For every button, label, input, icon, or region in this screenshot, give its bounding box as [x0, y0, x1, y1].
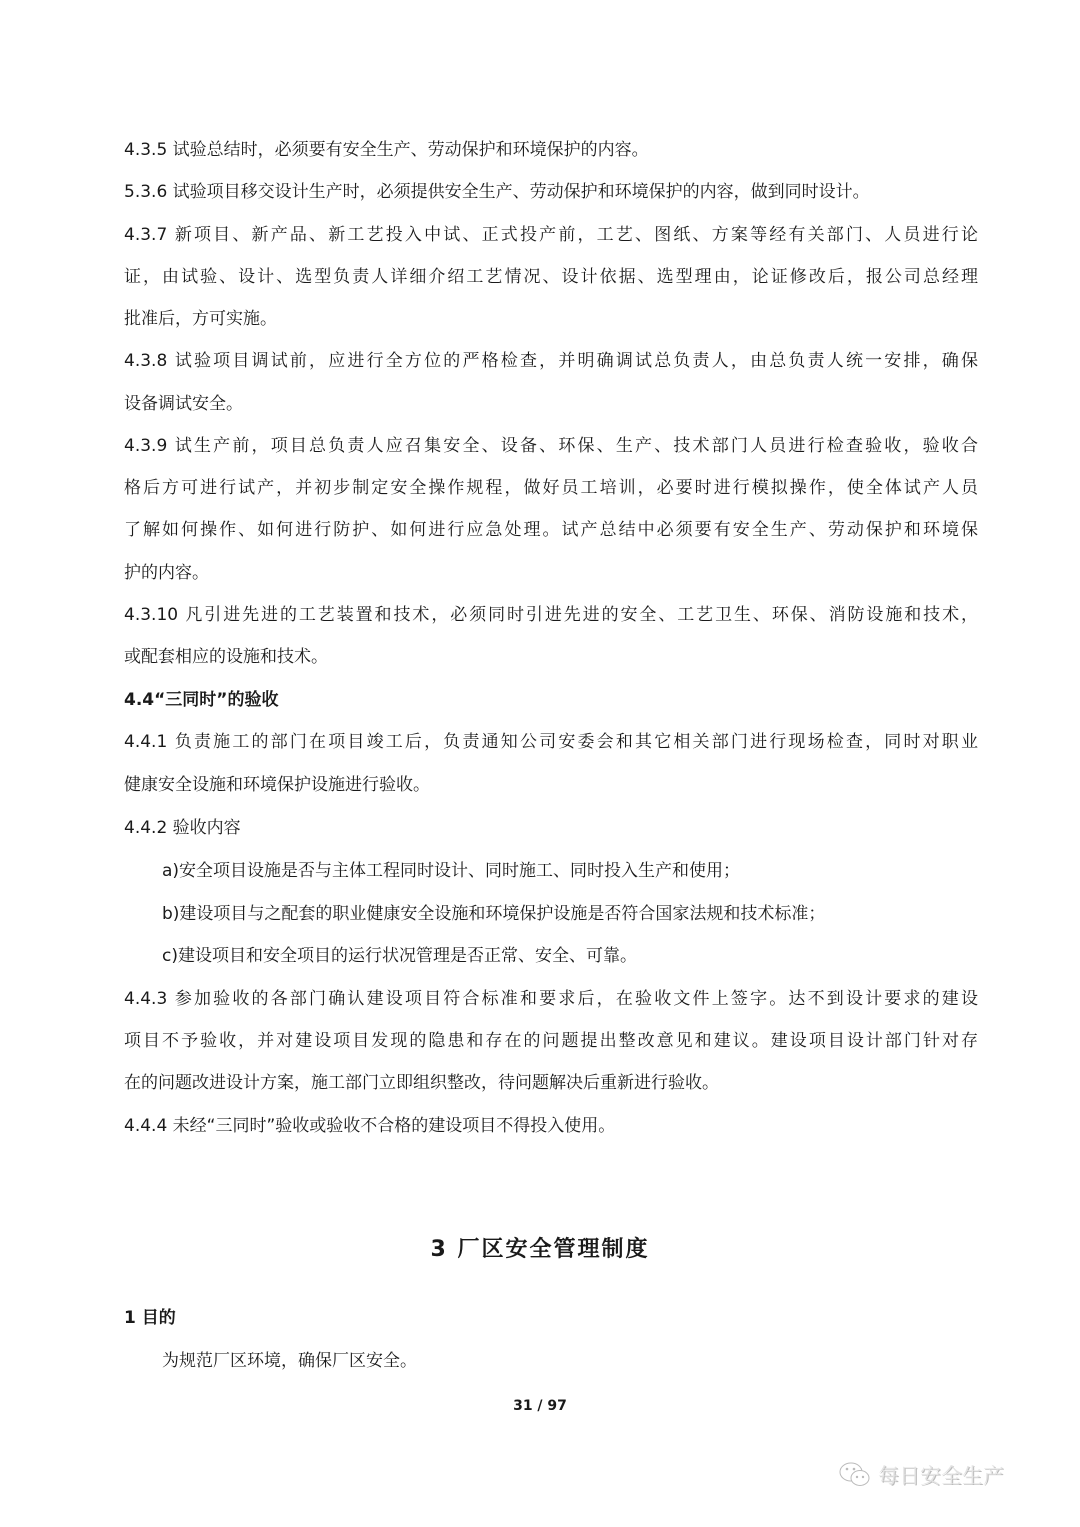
paragraph-line: 4.3.5 试验总结时，必须要有安全生产、劳动保护和环境保护的内容。	[124, 140, 649, 160]
watermark	[838, 1460, 1004, 1490]
paragraph-line: 4.3.9 试生产前，项目总负责人应召集安全、设备、环保、生产、技术部门人员进行检查验收，验收合	[124, 436, 978, 456]
paragraph-line: 4.4.1 负责施工的部门在项目竣工后，负责通知公司安委会和其它相关部门进行现场检查，同时对职业	[124, 732, 978, 752]
paragraph-line: 了解如何操作、如何进行防护、如何进行应急处理。试产总结中必须要有安全生产、劳动保护和环境保	[124, 520, 978, 540]
paragraph-line: 4.4.3 参加验收的各部门确认建设项目符合标准和要求后，在验收文件上签字。达不到设计要求的建设	[124, 989, 978, 1009]
paragraph-line: c)建设项目和安全项目的运行状况管理是否正常、安全、可靠。	[162, 946, 637, 966]
paragraph-line: 4.3.7 新项目、新产品、新工艺投入中试、正式投产前，工艺、图纸、方案等经有关部门、人员进行论	[124, 225, 978, 245]
paragraph-line: 4.3.10 凡引进先进的工艺装置和技术，必须同时引进先进的安全、工艺卫生、环保、消防设施和技术，	[124, 605, 978, 625]
paragraph-line: 4.3.8 试验项目调试前，应进行全方位的严格检查，并明确调试总负责人，由总负责人统一安排，确保	[124, 351, 978, 371]
paragraph-line: a)安全项目设施是否与主体工程同时设计、同时施工、同时投入生产和使用；	[162, 861, 741, 881]
paragraph-line: 在的问题改进设计方案，施工部门立即组织整改，待问题解决后重新进行验收。	[124, 1073, 719, 1093]
paragraph-line: 项目不予验收，并对建设项目发现的隐患和存在的问题提出整改意见和建议。建设项目设计部门针对存	[124, 1031, 978, 1051]
section-text: 为规范厂区环境，确保厂区安全。	[162, 1351, 417, 1371]
section-heading: 1 目的	[124, 1308, 176, 1328]
paragraph-line: b)建设项目与之配套的职业健康安全设施和环境保护设施是否符合国家法规和技术标准；	[162, 904, 826, 924]
wechat-icon	[838, 1460, 872, 1490]
paragraph-line: 护的内容。	[124, 563, 209, 583]
paragraph-line: 4.4.2 验收内容	[124, 818, 241, 838]
page-number: 31 / 97	[513, 1398, 567, 1414]
paragraph-line: 或配套相应的设施和技术。	[124, 647, 328, 667]
paragraph-line: 批准后，方可实施。	[124, 309, 277, 329]
paragraph-line: 5.3.6 试验项目移交设计生产时，必须提供安全生产、劳动保护和环境保护的内容，做到同时设计。	[124, 182, 870, 202]
paragraph-line: 证，由试验、设计、选型负责人详细介绍工艺情况、设计依据、选型理由，论证修改后，报公司总经理	[124, 267, 978, 287]
section-heading: 4.4“三同时”的验收	[124, 690, 279, 710]
paragraph-line: 设备调试安全。	[124, 394, 243, 414]
watermark-text: 每日安全生产	[878, 1464, 1004, 1488]
paragraph-line: 4.4.4 未经“三同时”验收或验收不合格的建设项目不得投入使用。	[124, 1116, 616, 1136]
paragraph-line: 健康安全设施和环境保护设施进行验收。	[124, 775, 430, 795]
paragraph-line: 格后方可进行试产，并初步制定安全操作规程，做好员工培训，必要时进行模拟操作，使全体试产人员	[124, 478, 978, 498]
chapter-title: 3 厂区安全管理制度	[430, 1237, 650, 1262]
